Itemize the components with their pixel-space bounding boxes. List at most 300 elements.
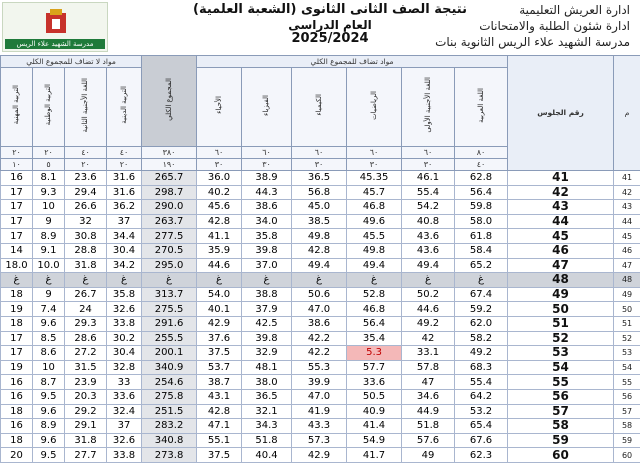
subject-header: التربية المهنية	[1, 68, 33, 147]
grade-cell: 31.8	[65, 433, 107, 448]
grade-cell: 38.7	[197, 375, 242, 390]
grade-cell: 37.9	[242, 302, 292, 317]
table-row	[1, 331, 640, 346]
grade-cell: 43.3	[292, 419, 347, 434]
seat-number-cell: 59	[508, 433, 614, 448]
title-block	[190, 2, 470, 46]
grade-cell: 24	[65, 302, 107, 317]
grade-cell: غ	[292, 273, 347, 288]
page-header	[0, 0, 640, 55]
grade-cell: 7.4	[33, 302, 65, 317]
grade-cell: غ	[455, 273, 508, 288]
grade-cell: 57.7	[347, 360, 402, 375]
serial-cell: 57	[614, 404, 640, 419]
total-cell: 273.8	[142, 448, 197, 463]
table-row	[1, 229, 640, 244]
grade-cell: غ	[197, 273, 242, 288]
grade-cell: 40.9	[347, 404, 402, 419]
max-mark: ٦٠	[402, 147, 455, 159]
grade-cell: 48.1	[242, 360, 292, 375]
grade-cell: 9	[33, 287, 65, 302]
min-mark: ٣٠	[197, 159, 242, 171]
grade-cell: 62.8	[455, 171, 508, 186]
table-row	[1, 316, 640, 331]
seat-number-cell: 50	[508, 302, 614, 317]
grade-cell: 39.9	[292, 375, 347, 390]
total-cell: 263.7	[142, 214, 197, 229]
table-row	[1, 389, 640, 404]
grade-cell: 39.8	[242, 243, 292, 258]
table-row	[1, 448, 640, 463]
grade-cell: 42.8	[292, 243, 347, 258]
grade-cell: 64.2	[455, 389, 508, 404]
grade-cell: 44.9	[402, 404, 455, 419]
grade-cell: 8.9	[33, 229, 65, 244]
seat-number-cell: 46	[508, 243, 614, 258]
grade-cell: 17	[1, 185, 33, 200]
grade-cell: 20.3	[65, 389, 107, 404]
grade-cell: 27.7	[65, 448, 107, 463]
subject-header: الرياضيات	[347, 68, 402, 147]
grade-cell: 41.7	[347, 448, 402, 463]
grade-cell: 27.2	[65, 346, 107, 361]
total-cell: 255.5	[142, 331, 197, 346]
total-cell: 340.9	[142, 360, 197, 375]
crest-icon	[42, 7, 70, 37]
total-cell: 251.5	[142, 404, 197, 419]
subject-header: اللغة العربية	[455, 68, 508, 147]
grade-cell: 45.35	[347, 171, 402, 186]
min-mark: ٢٠	[65, 159, 107, 171]
grade-cell: 43.6	[402, 243, 455, 258]
grade-cell: 58.4	[455, 243, 508, 258]
grade-cell: 40.2	[197, 185, 242, 200]
grade-cell: 28.8	[65, 243, 107, 258]
grade-cell: 37.0	[242, 258, 292, 273]
table-row	[1, 273, 640, 288]
grade-cell: 42.8	[197, 214, 242, 229]
grade-cell: 35.4	[347, 331, 402, 346]
school-logo	[2, 2, 108, 52]
seat-number-cell: 48	[508, 273, 614, 288]
grade-cell: 38.6	[242, 200, 292, 215]
min-mark: ٣٠	[402, 159, 455, 171]
grade-cell: 33.6	[347, 375, 402, 390]
min-mark: ٣٠	[347, 159, 402, 171]
serial-cell: 54	[614, 360, 640, 375]
serial-cell: 52	[614, 331, 640, 346]
grade-cell: 55.3	[292, 360, 347, 375]
total-cell: 275.5	[142, 302, 197, 317]
grade-cell: 35.8	[242, 229, 292, 244]
grade-cell: 17	[1, 331, 33, 346]
grade-cell: 17	[1, 214, 33, 229]
grade-cell: 46.8	[347, 200, 402, 215]
grade-cell: 49.8	[347, 243, 402, 258]
grade-cell: 53.2	[455, 404, 508, 419]
grade-cell: 40.8	[402, 214, 455, 229]
seat-number-cell: 41	[508, 171, 614, 186]
grade-cell: 32	[65, 214, 107, 229]
grade-cell: 43.1	[197, 389, 242, 404]
seat-number-cell: 52	[508, 331, 614, 346]
subject-header: الفيزياء	[242, 68, 292, 147]
seat-number-cell: 53	[508, 346, 614, 361]
grade-cell: 65.4	[455, 419, 508, 434]
grade-cell: غ	[242, 273, 292, 288]
total-cell: 291.6	[142, 316, 197, 331]
table-row	[1, 433, 640, 448]
seat-number-cell: 44	[508, 214, 614, 229]
min-mark: ١٩٠	[142, 159, 197, 171]
grade-cell: 38.5	[292, 214, 347, 229]
grade-cell: 57.6	[402, 433, 455, 448]
grade-cell: 57.3	[292, 433, 347, 448]
grade-cell: 49.2	[455, 346, 508, 361]
grade-cell: 38.0	[242, 375, 292, 390]
min-mark: ٣٠	[242, 159, 292, 171]
grade-cell: 33	[107, 375, 142, 390]
serial-cell: 49	[614, 287, 640, 302]
min-mark: ٣٠	[292, 159, 347, 171]
grade-cell: 38.6	[292, 316, 347, 331]
grade-cell: 47.0	[292, 302, 347, 317]
seat-number-cell: 43	[508, 200, 614, 215]
table-row	[1, 200, 640, 215]
grade-cell: 9.5	[33, 448, 65, 463]
grade-cell: 53.7	[197, 360, 242, 375]
grade-cell: 35.8	[107, 287, 142, 302]
grade-cell: 49.8	[292, 229, 347, 244]
subject-header: التربية الوطنية	[33, 68, 65, 147]
seat-number-cell: 47	[508, 258, 614, 273]
table-row	[1, 375, 640, 390]
max-mark: ٦٠	[292, 147, 347, 159]
grade-cell: 30.4	[107, 346, 142, 361]
grade-cell: 45.5	[347, 229, 402, 244]
grade-cell: 17	[1, 229, 33, 244]
serial-cell: 55	[614, 375, 640, 390]
grade-cell: 40.1	[197, 302, 242, 317]
grade-cell: 42.8	[197, 404, 242, 419]
administration-block	[435, 2, 630, 50]
grade-cell: 29.2	[65, 404, 107, 419]
table-row	[1, 360, 640, 375]
grade-cell: 18	[1, 287, 33, 302]
grade-cell: 49.4	[347, 258, 402, 273]
grade-cell: 9.3	[33, 185, 65, 200]
total-cell: 254.6	[142, 375, 197, 390]
grade-cell: غ	[1, 273, 33, 288]
total-header: المجموع الكلي	[142, 56, 197, 147]
grade-cell: 62.0	[455, 316, 508, 331]
grade-cell: 56.8	[292, 185, 347, 200]
grade-cell: 46.8	[347, 302, 402, 317]
table-row	[1, 243, 640, 258]
grade-cell: 65.2	[455, 258, 508, 273]
grade-cell: 54.2	[402, 200, 455, 215]
serial-cell: 41	[614, 171, 640, 186]
grade-cell: 31.8	[65, 258, 107, 273]
total-cell: 277.5	[142, 229, 197, 244]
table-row	[1, 302, 640, 317]
max-mark: ٤٠	[107, 147, 142, 159]
grade-cell: 30.8	[65, 229, 107, 244]
grade-cell: 33.8	[107, 448, 142, 463]
grade-cell: 56.4	[455, 185, 508, 200]
seat-number-header: رقم الجلوس	[508, 56, 614, 171]
grade-cell: 55.1	[197, 433, 242, 448]
grade-cell: 38.9	[242, 171, 292, 186]
max-mark: ٦٠	[197, 147, 242, 159]
grade-cell: 18	[1, 404, 33, 419]
table-row	[1, 346, 640, 361]
grade-cell: 33.6	[107, 389, 142, 404]
grade-cell: 34.6	[402, 389, 455, 404]
grade-cell: 67.4	[455, 287, 508, 302]
grade-cell: 45.7	[347, 185, 402, 200]
grade-cell: 30.2	[107, 331, 142, 346]
grade-cell: 19	[1, 360, 33, 375]
grade-cell: 50.5	[347, 389, 402, 404]
seat-number-cell: 55	[508, 375, 614, 390]
serial-cell: 56	[614, 389, 640, 404]
grade-cell: 44.6	[402, 302, 455, 317]
max-mark: ٦٠	[242, 147, 292, 159]
seat-number-cell: 60	[508, 448, 614, 463]
subject-header: الأحياء	[197, 68, 242, 147]
grade-cell: 41.4	[347, 419, 402, 434]
grade-cell: 46.1	[402, 171, 455, 186]
total-cell: 283.2	[142, 419, 197, 434]
grade-cell: 16	[1, 419, 33, 434]
grade-cell: 40.4	[242, 448, 292, 463]
grade-cell: 58.2	[455, 331, 508, 346]
grade-cell: 41.9	[292, 404, 347, 419]
grade-cell: 28.6	[65, 331, 107, 346]
grade-cell: 34.2	[107, 258, 142, 273]
subject-header: الكيمياء	[292, 68, 347, 147]
table-row	[1, 171, 640, 186]
grade-cell: 32.1	[242, 404, 292, 419]
grade-cell: 54.9	[347, 433, 402, 448]
grade-cell: 49.6	[347, 214, 402, 229]
grade-cell: 9.6	[33, 316, 65, 331]
serial-cell: 44	[614, 214, 640, 229]
grade-cell: 55.4	[402, 185, 455, 200]
grade-cell: 17	[1, 200, 33, 215]
grade-cell: 9.6	[33, 433, 65, 448]
subject-header: التربية الدينية	[107, 68, 142, 147]
grade-cell: 37	[107, 419, 142, 434]
grade-cell: 42.9	[197, 316, 242, 331]
max-mark: ٦٠	[347, 147, 402, 159]
grade-cell: 34.0	[242, 214, 292, 229]
min-mark: ٥	[33, 159, 65, 171]
grade-cell: 32.8	[107, 360, 142, 375]
grade-cell: 50.2	[402, 287, 455, 302]
grade-cell: 9.5	[33, 389, 65, 404]
grade-cell: غ	[347, 273, 402, 288]
table-row	[1, 258, 640, 273]
seat-number-cell: 54	[508, 360, 614, 375]
grade-cell: 9.1	[33, 243, 65, 258]
grade-cell: 47.1	[197, 419, 242, 434]
grade-cell: 31.6	[107, 171, 142, 186]
min-mark: ٤٠	[455, 159, 508, 171]
logo-band-text: مدرسة الشهيد علاء الريس	[5, 39, 105, 49]
grade-cell: 32.6	[107, 433, 142, 448]
seat-number-cell: 57	[508, 404, 614, 419]
table-row	[1, 419, 640, 434]
grade-cell: 37.5	[197, 448, 242, 463]
grade-cell: 18	[1, 433, 33, 448]
grade-cell: 37	[107, 214, 142, 229]
grade-cell: 42.9	[292, 448, 347, 463]
grade-cell: 23.9	[65, 375, 107, 390]
grade-cell: 23.6	[65, 171, 107, 186]
grade-cell: 9.6	[33, 404, 65, 419]
grade-cell: 29.1	[65, 419, 107, 434]
grade-cell: 8.1	[33, 171, 65, 186]
grade-cell: 57.8	[402, 360, 455, 375]
seat-number-cell: 42	[508, 185, 614, 200]
grade-cell: 10.0	[33, 258, 65, 273]
grade-cell: 61.8	[455, 229, 508, 244]
seat-number-cell: 51	[508, 316, 614, 331]
grade-cell: 16	[1, 375, 33, 390]
admin-line-2: ادارة شئون الطلبة والامتحانات	[435, 18, 630, 34]
total-cell: غ	[142, 273, 197, 288]
academic-year-label: العام الدراسى	[190, 18, 470, 32]
serial-cell: 51	[614, 316, 640, 331]
min-mark: ١٠	[1, 159, 33, 171]
serial-cell: 42	[614, 185, 640, 200]
total-cell: 295.0	[142, 258, 197, 273]
grade-cell: 58.0	[455, 214, 508, 229]
grade-cell: 49.4	[292, 258, 347, 273]
grade-cell: 16	[1, 171, 33, 186]
grade-cell: 42.2	[292, 346, 347, 361]
grade-cell: غ	[33, 273, 65, 288]
grade-cell: 55.4	[455, 375, 508, 390]
grade-cell: 14	[1, 243, 33, 258]
min-mark: ٢٠	[107, 159, 142, 171]
grade-cell: 42.2	[292, 331, 347, 346]
grade-cell: 26.7	[65, 287, 107, 302]
grade-cell: 37.5	[197, 346, 242, 361]
seat-number-cell: 56	[508, 389, 614, 404]
grade-cell: 5.3	[347, 346, 402, 361]
admin-line-3: مدرسة الشهيد علاء الريس الثانوية بنات	[435, 34, 630, 50]
group-added-header: مواد تضاف للمجموع الكلي	[197, 56, 508, 68]
grade-cell: 49.4	[402, 258, 455, 273]
total-cell: 200.1	[142, 346, 197, 361]
results-table	[0, 55, 640, 463]
grade-cell: 67.6	[455, 433, 508, 448]
grade-cell: غ	[107, 273, 142, 288]
subject-header: اللغة الأجنبية الأولى	[402, 68, 455, 147]
grade-cell: 36.2	[107, 200, 142, 215]
max-mark: ٨٠	[455, 147, 508, 159]
grade-cell: 42	[402, 331, 455, 346]
serial-cell: 46	[614, 243, 640, 258]
total-cell: 298.7	[142, 185, 197, 200]
total-cell: 340.8	[142, 433, 197, 448]
grade-cell: 49	[402, 448, 455, 463]
serial-cell: 53	[614, 346, 640, 361]
grade-cell: 54.0	[197, 287, 242, 302]
grade-cell: 45.0	[292, 200, 347, 215]
grade-cell: 33.1	[402, 346, 455, 361]
grade-cell: 47.0	[292, 389, 347, 404]
serial-cell: 45	[614, 229, 640, 244]
grade-cell: 45.6	[197, 200, 242, 215]
grade-cell: 36.0	[197, 171, 242, 186]
serial-cell: 60	[614, 448, 640, 463]
admin-line-1: ادارة العريش التعليمية	[435, 2, 630, 18]
grade-cell: 31.6	[107, 185, 142, 200]
grade-cell: 59.2	[455, 302, 508, 317]
grade-cell: 30.4	[107, 243, 142, 258]
academic-year: 2025/2024	[190, 32, 470, 46]
grade-cell: 32.9	[242, 346, 292, 361]
grade-cell: 32.4	[107, 404, 142, 419]
total-cell: 275.8	[142, 389, 197, 404]
grade-cell: 10	[33, 360, 65, 375]
grade-cell: 36.5	[242, 389, 292, 404]
serial-cell: 58	[614, 419, 640, 434]
grade-cell: 9	[33, 214, 65, 229]
grade-cell: 52.8	[347, 287, 402, 302]
grade-cell: 43.6	[402, 229, 455, 244]
grade-cell: 10	[33, 200, 65, 215]
table-row	[1, 214, 640, 229]
header-band-row	[1, 56, 640, 68]
grade-cell: 18	[1, 316, 33, 331]
grade-cell: 37.6	[197, 331, 242, 346]
total-cell: 265.7	[142, 171, 197, 186]
grade-cell: 16	[1, 389, 33, 404]
grade-cell: 68.3	[455, 360, 508, 375]
seat-number-cell: 45	[508, 229, 614, 244]
grade-cell: 35.9	[197, 243, 242, 258]
grade-cell: 8.5	[33, 331, 65, 346]
grade-cell: 20	[1, 448, 33, 463]
grade-cell: 34.3	[242, 419, 292, 434]
grade-cell: 62.3	[455, 448, 508, 463]
grade-cell: 39.8	[242, 331, 292, 346]
serial-header: م	[614, 56, 640, 171]
grade-cell: 26.6	[65, 200, 107, 215]
grade-cell: 51.8	[402, 419, 455, 434]
grade-cell: 50.6	[292, 287, 347, 302]
grade-cell: 44.6	[197, 258, 242, 273]
table-row	[1, 287, 640, 302]
grade-cell: 18.0	[1, 258, 33, 273]
seat-number-cell: 49	[508, 287, 614, 302]
serial-cell: 47	[614, 258, 640, 273]
grade-cell: 17	[1, 346, 33, 361]
grade-cell: 44.3	[242, 185, 292, 200]
max-mark: ٤٠	[65, 147, 107, 159]
grade-cell: 42.5	[242, 316, 292, 331]
grade-cell: 8.6	[33, 346, 65, 361]
grade-cell: 29.4	[65, 185, 107, 200]
grade-cell: 8.7	[33, 375, 65, 390]
grade-cell: 51.8	[242, 433, 292, 448]
grade-cell: غ	[65, 273, 107, 288]
